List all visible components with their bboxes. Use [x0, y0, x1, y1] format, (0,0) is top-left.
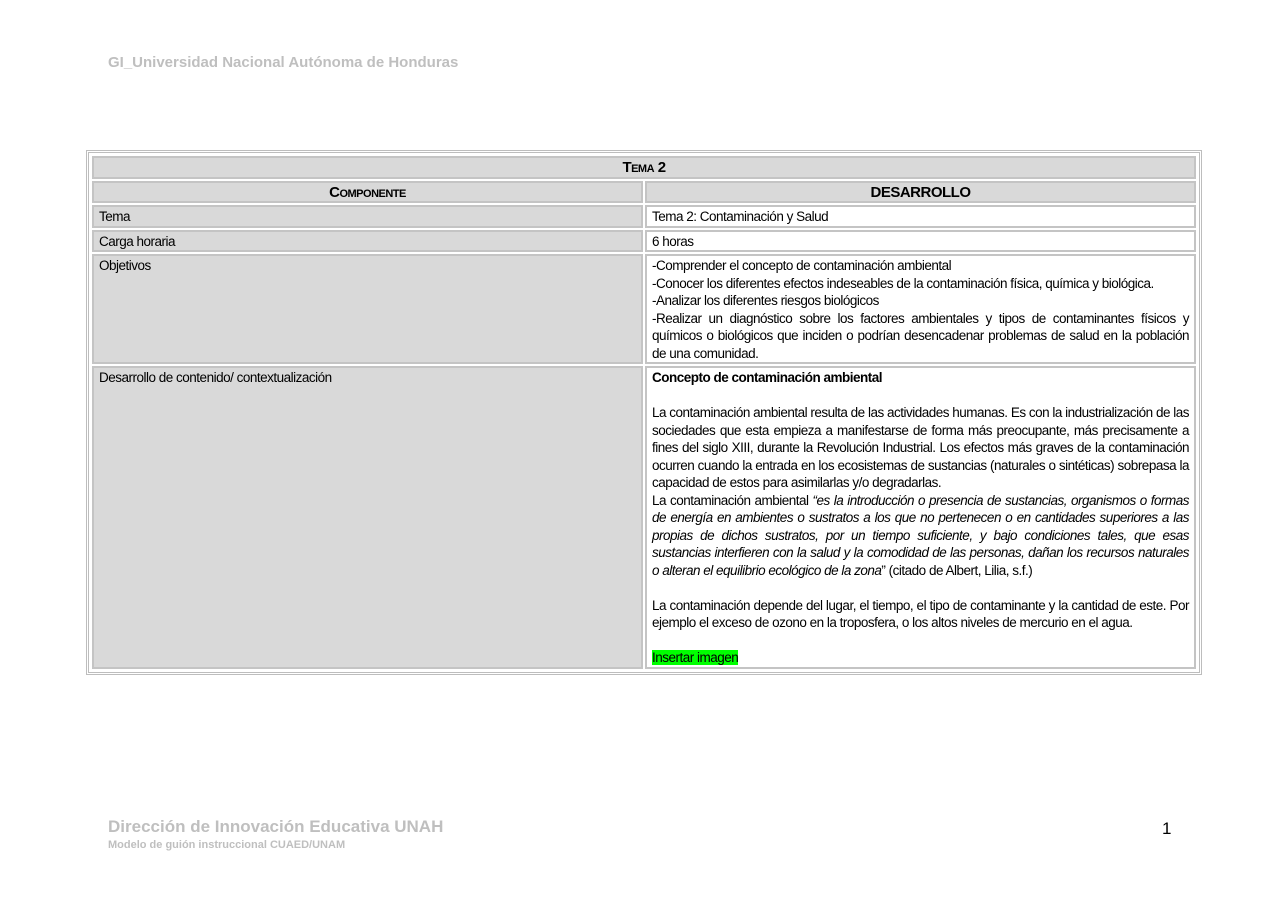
objective-item: -Realizar un diagnóstico sobre los factores ambientales y tipos de contaminantes físicos y químicos o biológicos que inciden o podrían desencadenar problemas de salud en la población de una comunidad. — [652, 310, 1189, 361]
page-header: GI_Universidad Nacional Autónoma de Honduras — [108, 54, 459, 71]
table-row-tema — [92, 205, 1196, 228]
table-row-carga — [92, 230, 1196, 253]
row-label-desarrollo: Desarrollo de contenido/ contextualización — [92, 366, 643, 669]
content-paragraph-quote — [652, 492, 1189, 580]
quote-lead: La contaminación ambiental — [652, 492, 813, 508]
tema-table — [90, 154, 1198, 671]
objective-item: -Analizar los diferentes riesgos biológicos — [652, 293, 879, 308]
footer-title: Dirección de Innovación Educativa UNAH — [108, 817, 444, 836]
quote-text: “es la introducción o presencia de sustancias, organismos o formas de energía en ambientes o sustratos a los que no pertenecen o en cantidades superiores a las propias de dichos sustratos, por un tiempo suficiente, y bajo condiciones tales, que esas sustancias interfieren con la salud y la comodidad de las personas, dañan los recursos naturales o alteran el equilibrio ecológico de la zona — [652, 492, 1189, 578]
spacer — [652, 632, 1189, 650]
spacer — [652, 387, 1189, 405]
content-heading: Concepto de contaminación ambiental — [652, 370, 883, 385]
table-row-desarrollo — [92, 366, 1196, 669]
insert-image-placeholder — [652, 649, 1189, 667]
col-header-development: DESARROLLO — [645, 181, 1196, 204]
footer-subtitle: Modelo de guión instruccional CUAED/UNAM — [108, 839, 346, 851]
page-footer — [108, 817, 443, 851]
page-number: 1 — [1162, 819, 1172, 838]
table-title: Tema 2 — [92, 156, 1196, 179]
insert-image-highlight: Insertar imagen — [652, 650, 739, 665]
spacer — [652, 579, 1189, 597]
row-label-carga: Carga horaria — [92, 230, 643, 253]
row-value-carga: 6 horas — [645, 230, 1196, 253]
table-header-row — [92, 181, 1196, 204]
row-value-desarrollo — [645, 366, 1196, 669]
row-label-tema: Tema — [92, 205, 643, 228]
row-label-objetivos: Objetivos — [92, 254, 643, 364]
col-header-component: Componente — [92, 181, 643, 204]
table-row-objetivos — [92, 254, 1196, 364]
quote-citation: ” (citado de Albert, Lilia, s.f.) — [881, 562, 1033, 578]
tema-table-container — [86, 150, 1202, 675]
content-paragraph: La contaminación ambiental resulta de las actividades humanas. Es con la industrialización de las sociedades que esta empieza a manifestarse de forma más preocupante, más precisamente a fines del siglo XIII, durante la Revolución Industrial. Los efectos más graves de la contaminación ocurren cuando la entrada en los ecosistemas de sustancias (naturales o sintéticas) sobrepasa la capacidad de estos para asimilarlas y/o degradarlas. — [652, 405, 1189, 490]
content-paragraph: La contaminación depende del lugar, el tiempo, el tipo de contaminante y la cantidad de este. Por ejemplo el exceso de ozono en la troposfera, o los altos niveles de mercurio en el agua. — [652, 597, 1189, 630]
row-value-objetivos — [645, 254, 1196, 364]
objective-item: -Comprender el concepto de contaminación ambiental — [652, 258, 952, 273]
table-title-row — [92, 156, 1196, 179]
row-value-tema: Tema 2: Contaminación y Salud — [645, 205, 1196, 228]
objective-item: -Conocer los diferentes efectos indeseables de la contaminación física, química y biológica. — [652, 275, 1154, 291]
